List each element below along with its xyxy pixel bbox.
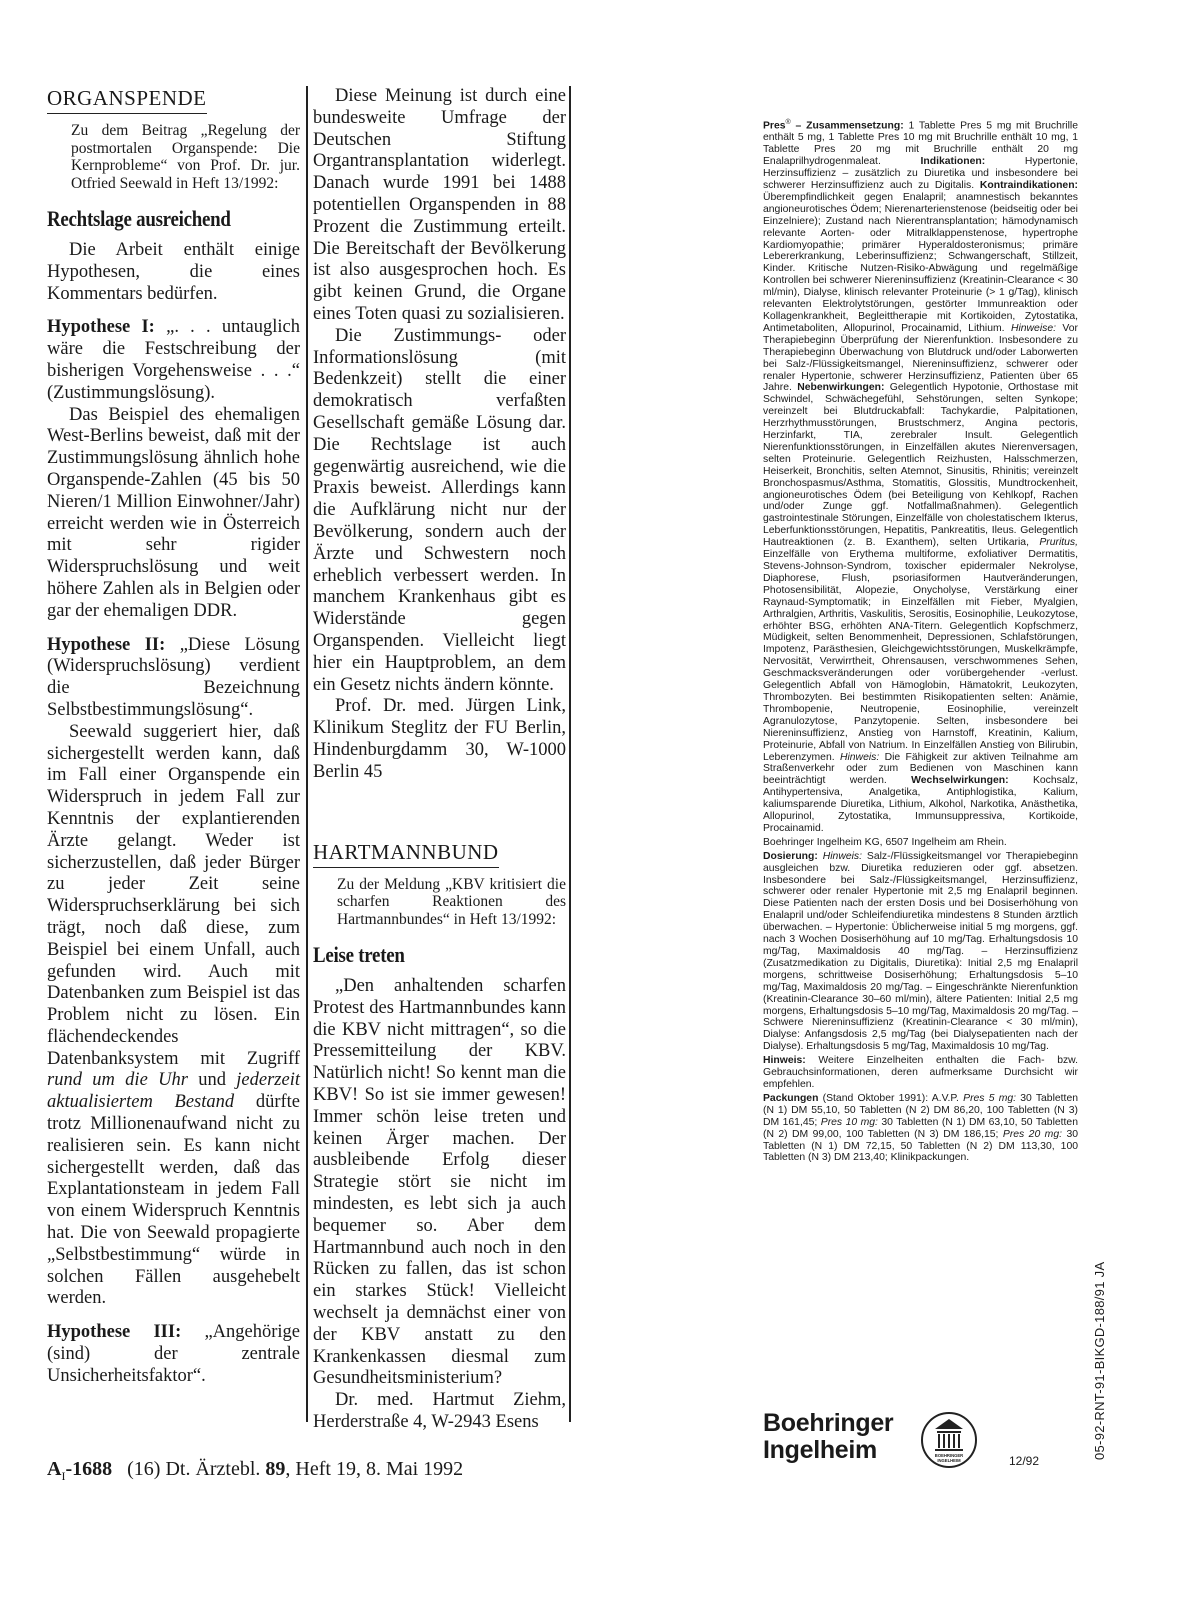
paragraph: Die Arbeit enthält einige Hypothesen, die eines Kommentars bedürfen.	[47, 240, 300, 304]
ad-text	[763, 117, 1078, 835]
svg-text:BOEHRINGER: BOEHRINGER	[934, 1453, 964, 1458]
hypothesis-label: Hypothese I:	[47, 317, 155, 338]
italic-run: Pres 5 mg:	[963, 1092, 1017, 1104]
text-run: und	[198, 1070, 226, 1091]
column-divider	[569, 86, 571, 1422]
label: Indikationen:	[920, 156, 986, 168]
italic-run: Pres 20 mg:	[1002, 1128, 1062, 1140]
ad-dosage	[763, 851, 1078, 1053]
registered-mark: ®	[785, 119, 791, 126]
hypothesis-text: „. . . untauglich wäre die Festschreibung der bisherigen Vorgehensweise . . .“ (Zustimmungslösung).	[47, 317, 301, 403]
logo-line: Ingelheim	[763, 1436, 877, 1464]
product-name: Pres	[763, 120, 786, 132]
label: Packungen	[763, 1092, 819, 1104]
company-line: Boehringer Ingelheim KG, 6507 Ingelheim am Rhein.	[763, 836, 1007, 848]
text-run: Seewald suggeriert hier, daß sichergestellt werden kann, daß im Fall einer Organspende ein Widerspruch in jedem Fall zur Kenntnis der explantierenden Ärzte gelangt. Weder ist sicherzustellen, daß jeder Bürger zu jeder Zeit seine Widerspruchserklärung bei sich trägt, noch daß diese, zum Beispiel bei einem Unfall, auch gefunden wird. Auch mit Datenbanken zum Beispiel ist das Problem nicht zu lösen. Ein flächendeckendes Datenbanksystem mit Zugriff	[47, 721, 300, 1069]
italic-run: Pruritus,	[1039, 537, 1078, 549]
column-left	[47, 86, 300, 1388]
boehringer-logo	[763, 1409, 1040, 1468]
page-number: -1688	[65, 1458, 113, 1480]
text-run: 30 Tabletten (N 1) DM 55,10, 50 Tabletten (N 2) DM 86,20, 100 Tabletten (N 3) DM 161,45;	[763, 1092, 1079, 1128]
article-intro: Zu der Meldung „KBV kritisiert die scharfen Reaktionen des Hartmannbundes“ in Heft 13/1992:	[337, 875, 566, 928]
author-signature: Dr. med. Hartmut Ziehm, Herderstraße 4, W-2943 Esens	[313, 1390, 566, 1432]
text-run: dürfte trotz Millionenaufwand nicht zu realisieren sein. Es kann nicht sichergestellt werden, daß das Explantationsteam in jedem Fall von einem Widerspruch Kenntnis hat. Die von Seewald propagierte „Selbstbestimmung“ würde in solchen Fällen ausgehebelt werden.	[47, 1092, 300, 1309]
issue-date: , Heft 19, 8. Mai 1992	[285, 1458, 464, 1480]
hypothesis-2	[47, 635, 300, 722]
label: Hinweis:	[763, 1055, 806, 1067]
hypothesis-text: „Angehörige (sind) der zentrale Unsicherheitsfaktor“.	[47, 1322, 300, 1386]
italic-run: jederzeit aktualisiertem Bestand	[47, 1070, 300, 1113]
logo-line: Boehringer	[763, 1409, 894, 1437]
article-headline: Leise treten	[313, 942, 405, 967]
label: – Zusammensetzung:	[795, 120, 904, 132]
vertical-ad-code: 05-92-RNT-91-BIKGD-188/91 JA	[1092, 1261, 1107, 1460]
label: Dosierung:	[763, 850, 818, 862]
hypothesis-text: „Diese Lösung (Widerspruchslösung) verdient die Bezeichnung Selbstbestimmungslösung“.	[47, 634, 300, 720]
column-middle	[313, 86, 566, 1434]
label: Kontraindikationen:	[979, 180, 1079, 191]
hypothesis-1	[47, 317, 300, 404]
paragraph: Das Beispiel des ehemaligen West-Berlins beweist, daß mit der Zustimmungslösung ähnlich hohe Organspende-Zahlen (45 bis 50 Nieren/1 Million Einwohner/Jahr) erreicht werden wie in Österreich mit sehr rigider Widerspruchslösung und weit höhere Zahlen als in Belgien oder gar der ehemaligen DDR.	[47, 404, 300, 621]
hypothesis-label: Hypothese II:	[47, 634, 166, 655]
label: Nebenwirkungen:	[797, 382, 885, 394]
article-headline: Rechtslage ausreichend	[47, 206, 231, 231]
text-run: Die Fähigkeit zur aktiven Teilnahme am Straßenverkehr oder zum Bedienen von Maschinen kann beeinträchtigt werden.	[763, 751, 1078, 787]
text-run: Einzelfälle von Erythema multiforme, exfoliativer Dermatitis, Stevens-Johnson-Syndrom, toxischer epidermaler Nekrolyse, Diaphorese, Flush, psoriasiformen Hautveränderungen, Photosensibilität, Alopezie, Onycholyse, Verstärkung einer Raynaud-Symptomatik; in Einzelfällen mit Fieber, Myalgien, Arthralgien, Arthritis, Vaskulitis, Serositis, Eosinophilie, Leukozytose, erhöhter BSG, erhöhten ANA-Titern. Gelegentlich Kopfschmerz, Müdigkeit, selten Benommenheit, Depressionen, Schlafstörungen, Impotenz, Parästhesien, Gleichgewichtsstörungen, Muskelkrämpfe, Nervosität, Verwirrtheit, Ohrensausen, verschwommenes Sehen, Geschmacksveränderungen oder vorübergehender -verlust. Gelegentlich Abfall von Hämoglobin, Hämatokrit, Leukozyten, Thrombozyten. Bei bestimmten Risikopatienten selten: Anämie, Thrombopenie, Neutropenie, Eosinophilie, vereinzelt Agranulozytose, Panzytopenie. Selten, insbesondere bei Niereninsuffizienz, Anstieg von Harnstoff, Kreatinin, Kalium, Proteinurie, Abfall von Natrium. In Einzelfällen Anstieg von Bilirubin, Leberenzymen.	[763, 549, 1078, 763]
article-intro: Zu dem Beitrag „Regelung der postmortalen Organspende: Die Kernprobleme“ von Prof. Dr. jur. Otfried Seewald in Heft 13/1992:	[71, 122, 300, 192]
page-footer	[47, 1458, 463, 1484]
section-title-hartmannbund: HARTMANNBUND	[313, 840, 499, 868]
column-divider	[306, 86, 308, 1422]
ad-packages	[763, 1093, 1078, 1164]
text-run: Vor Therapiebeginn Überprüfung der Nierenfunktion. Insbesondere zu Therapiebeginn Überwachung von Blutdruck und/oder Laborwerten bei Salz-/Flüssigkeitsmangel, Niereninsuffizienz, schwerer oder renaler Hypertonie, schwerer Herzinsuffizienz, Patienten über 65 Jahre.	[763, 322, 1079, 394]
hypothesis-label: Hypothese III:	[47, 1322, 182, 1343]
journal-name: (16) Dt. Ärztebl.	[127, 1458, 261, 1480]
ad-hint	[763, 1055, 1078, 1091]
page-subscript: I	[61, 1469, 66, 1483]
label: Hinweise:	[1010, 322, 1056, 334]
company-seal-icon	[919, 1410, 979, 1470]
italic-run: rund um die Uhr	[47, 1070, 188, 1091]
text-run: Gelegentlich Hypotonie, Orthostase mit Schwindel, Schwächegefühl, Sehstörungen, selten Synkope; vereinzelt bei Blutdruckabfall: Tachykardie, Palpitationen, Herzrhythmusstörungen, Brustschmerz, Angina pectoris, Herzinfarkt, TIA, zerebraler Insult. Gelegentlich Nierenfunktionsstörungen, in Einzelfällen akutes Nierenversagen, selten Proteinurie. Gelegentlich Reizhusten, Halsschmerzen, Heiserkeit, Bronchitis, selten Atemnot, Sinusitis, Rhinitis; vereinzelt Bronchospasmus/Asthma, Stomatitis, Glossitis, Mundtrockenheit, angioneurotisches Ödem (bei Beteiligung von Kehlkopf, Rachen und/oder Zunge ggf. Notfallmaßnahmen). Gelegentlich gastrointestinale Störungen, Einzelfälle von cholestatischem Ikterus, Leberfunktionsstörungen, Hepatitis, Pankreatitis, Ileus. Gelegentlich Hautreaktionen (z. B. Exanthem), selten Urtikaria,	[763, 382, 1078, 549]
text-run: Kochsalz, Antihypertensiva, Analgetika, Antiphlogistika, Kalium, kaliumsparende Diuretika, Lithium, Alkohol, Narkotika, Anästhetika, Allopurinol, Zytostatika, Immunsuppressiva, Kortikoide, Procainamid.	[763, 775, 1079, 834]
paragraph: Diese Meinung ist durch eine bundesweite Umfrage der Deutschen Stiftung Organtransplantation widerlegt. Danach wurde 1991 bei 1488 potentiellen Organspenden in 88 Prozent die Zustimmung erteilt. Die Bereitschaft der Bevölkerung ist also ausgesprochen hoch. Es gibt keinen Grund, die Organe eines Toten quasi zu sozialisieren.	[313, 86, 566, 324]
paragraph	[47, 722, 300, 1311]
text-run: Überempfindlichkeit gegen Enalapril; anamnestisch bekanntes angioneurotisches Ödem; Nierenarterienstenose (beidseitig oder bei Einzelniere); Zustand nach Nierentransplantation; hämodynamisch relevante Aorten- oder Mitralklappenstenose, hypertrophe Kardiomyopathie; primärer Hyperaldosteronismus; primäre Lebererkrankung, Leberinsuffizienz; Schwangerschaft, Stillzeit, Kinder. Kritische Nutzen-Risiko-Abwägung und regelmäßige Kontrollen bei schwerer Niereninsuffizienz (Kreatinin-Clearance < 30 ml/min), Dialyse, klinisch relevanter Proteinurie (> 1 g/Tag), klinisch relevanten Elektrolytstörungen, gestörter Immunreaktion oder Kollagenkrankheit, Begleittherapie mit Kortikoiden, Zytostatika, Antimetaboliten, Allopurinol, Procainamid, Lithium.	[763, 191, 1078, 334]
text-run: 30 Tabletten (N 1) DM 63,10, 50 Tabletten (N 2) DM 99,00, 100 Tabletten (N 3) DM 186,15;	[763, 1116, 1078, 1140]
text-run: Salz-/Flüssigkeitsmangel vor Therapiebeginn ausgleichen bzw. Diuretika reduzieren oder ggf. absetzen. Insbesondere bei Salz-/Flüssigkeitsmangel, Herzinsuffizienz, schwerer oder renaler Hypertonie mit 2,5 mg Enalapril beginnen. Diese Patienten nach der ersten Dosis und bei Dosiserhöhung von Enalapril und/oder Schleifendiuretika mindestens 8 Stunden ärztlich überwachen. – Hypertonie: Üblicherweise initial 5 mg morgens, ggf. nach 3 Wochen Dosiserhöhung auf 10 mg/Tag. Erhaltungsdosis 10 mg/Tag, Maximaldosis 40 mg/Tag. – Herzinsuffizienz (Zusatzmedikation zu Digitalis, Diuretika): Initial 2,5 mg Enalapril morgens, schrittweise Dosiserhöhung; Erhaltungsdosis 5–10 mg/Tag, Maximaldosis 20 mg/Tag. – Eingeschränkte Nierenfunktion (Kreatinin-Clearance 30–60 ml/min), ältere Patienten: Initial 2,5 mg morgens, Erhaltungsdosis 5–10 mg/Tag, Maximaldosis 20 mg/Tag. – Schwere Niereninsuffizienz (Kreatinin-Clearance < 30 ml/min), Dialyse: Anfangsdosis 2,5 mg/Tag (bei Dialysepatienten nach der Dialyse). Erhaltungsdosis 5 mg/Tag, Maximaldosis 10 mg/Tag.	[763, 850, 1079, 1053]
ad-code: 12/92	[1009, 1454, 1040, 1468]
label: Hinweis:	[839, 751, 880, 763]
text-run: 30 Tabletten (N 1) DM 72,15, 50 Tabletten (N 2) DM 113,30, 100 Tabletten (N 3) DM 213,40; Klinikpackungen.	[763, 1128, 1078, 1164]
author-signature: Prof. Dr. med. Jürgen Link, Klinikum Steglitz der FU Berlin, Hindenburgdamm 30, W-1000 Berlin 45	[313, 696, 566, 782]
label: Wechselwirkungen:	[911, 775, 1009, 787]
volume: 89	[265, 1458, 286, 1480]
drug-ad-fineprint	[763, 117, 1078, 1164]
paragraph: Die Zustimmungs- oder Informationslösung (mit Bedenkzeit) stellt die einer demokratisch verfaßten Gesellschaft gemäße Lösung dar. Die Rechtslage ist auch gegenwärtig ausreichend, wie die Praxis beweist. Allerdings kann die Aufklärung nicht nur der Bevölkerung, sondern auch der Ärzte und Schwestern noch erheblich verbessert werden. In manchem Krankenhaus gibt es Widerstände gegen Organspenden. Vielleicht liegt hier ein Hauptproblem, an dem ein Gesetz nichts ändern könnte.	[313, 325, 566, 695]
text-run: (Stand Oktober 1991): A.V.P.	[822, 1092, 959, 1104]
text-run: 1 Tablette Pres 5 mg mit Bruchrille enthält 5 mg, 1 Tablette Pres 10 mg mit Bruchrille enthält 10 mg, 1 Tablette Pres 20 mg mit Bruchrille enthält 20 mg Enalaprilhydrogenmaleat.	[763, 120, 1079, 168]
logo-wordmark	[763, 1410, 893, 1464]
hypothesis-3	[47, 1322, 300, 1387]
svg-text:INGELHEIM: INGELHEIM	[937, 1458, 961, 1463]
italic-run: Hinweis:	[822, 850, 862, 862]
italic-run: Pres 10 mg:	[820, 1116, 878, 1128]
page-letter: A	[47, 1458, 62, 1480]
text-run: Weitere Einzelheiten enthalten die Fach- bzw. Gebrauchsinformationen, deren aufmerksame Durchsicht wir empfehlen.	[763, 1055, 1078, 1090]
text-run: Hypertonie, Herzinsuffizienz – zusätzlich zu Diuretika und insbesondere bei schwerer Herzinsuffizienz auch zu Digitalis.	[763, 156, 1079, 191]
paragraph: „Den anhaltenden scharfen Protest des Hartmannbundes kann die KBV nicht mittragen“, so die Pressemitteilung der KBV. Natürlich nicht! So kennt man die KBV! So ist sie immer gewesen! Immer schön leise treten und keinen Ärger machen. Der ausbleibende Erfolg dieser Strategie stört sie nicht im mindesten, es lebt sich ja auch bequemer so. Aber dem Hartmannbund auch noch in den Rücken zu fallen, das ist schon ein starkes Stück! Vielleicht wechselt ja demnächst einer von der KBV anstatt zu den Krankenkassen diesmal zum Gesundheitsministerium?	[313, 976, 566, 1389]
section-title-organspende: ORGANSPENDE	[47, 86, 207, 114]
